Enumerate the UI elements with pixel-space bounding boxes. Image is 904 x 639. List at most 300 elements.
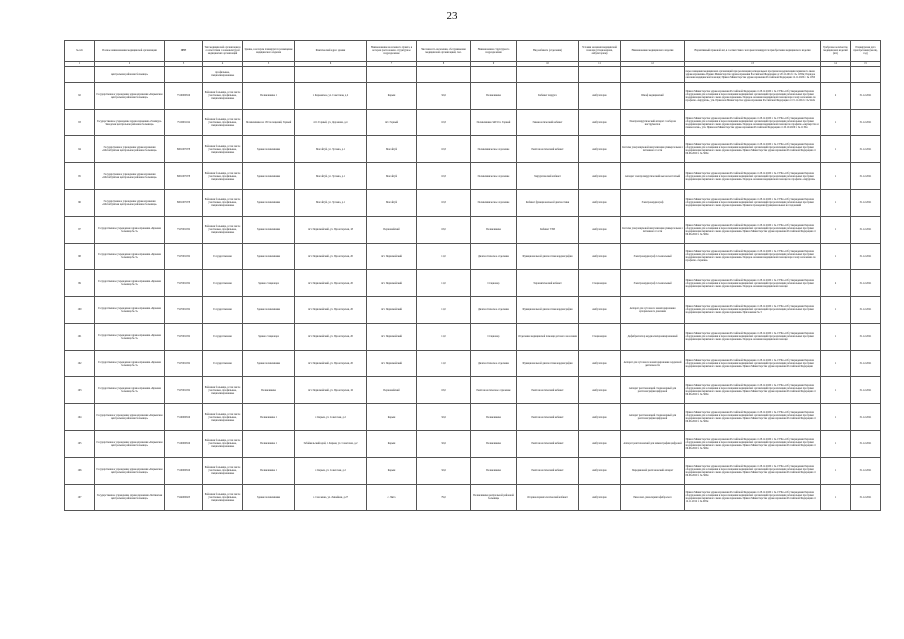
cell-basis: Приказ Министерства здравоохранения Российской Федерации от 28.12.2020 г. № 1379н «Об утверждении Перечня оборудования для оснащения и переоснащения медицинских организаций при реализации региональных программ модернизации первичного звена здравоохранения» Приказ Министерства здравоохранения Российской Федерации от 09.06.2020 г. № 560н [685,457,821,484]
table-row [65,323,881,350]
cell-subdivision: Поликлиника ЗАТО п. Горный [471,109,517,136]
cell-qty: 1 [821,163,851,190]
cell [295,67,367,83]
cell-conditions: Амбулаторно [579,109,621,136]
cell-subdivision: Поликлиника [471,216,517,243]
cell-type: Районная больница, в том числе участковые, профильные, специализированные [203,189,243,216]
cell-device: Аппарат рентгеновский стационарный для рентгенографии цифровой [621,404,685,431]
cell-subdivision: Поликлиническое отделение [471,136,517,163]
cell-building: Здание поликлиники [243,189,295,216]
cell-name: Государственное учреждение здравоохранения «Читинская центральная районная больница» [95,484,165,511]
column-header: Наименование структурного подразделения [471,41,517,62]
cell-device: Аппарат для суточного мониторирования сердечной деятельности [621,350,685,377]
cell-type: Районная больница, в том числе участковые, профильные, специализированные [203,431,243,458]
cell-n: 104 [65,404,95,431]
column-header: Тип медицинской организации в соответствии с номенклатурой медицинских организаций [203,41,243,62]
column-header: Численность населения, обслуживаемая медицинской организацией, тыс. [417,41,471,62]
column-number: 5 [243,61,295,66]
cell-cabinet: Функциональной диагностики кардиография [517,297,579,324]
cell-building: Здание поликлиники [243,484,295,511]
cell-device: Риноскоп, риноларингофиброскоп [621,484,685,511]
cell-basis: Приказ Министерства здравоохранения Российской Федерации от 28.12.2020 г. № 1379н «Об утверждении Перечня оборудования для оснащения и переоснащения медицинских организаций при реализации региональных программ модернизации первичного звена здравоохранения» Приказ Министерства здравоохранения Российской Федерации от 12.11.2012 г. № 905н [685,484,821,511]
cell-locality: пгт. Горный [367,109,417,136]
cell-building: Здание поликлиники [243,297,295,324]
cell-locality: пгт. Первомайский [367,243,417,270]
cell-type: Районная больница, в том числе участковые, профильные, специализированные [203,163,243,190]
cell-type: Районная больница, в том числе участковые, профильные, специализированные [203,216,243,243]
cell-qty: 1 [821,109,851,136]
cell-basis: Приказ Министерства здравоохранения Российской Федерации от 28.12.2020 г. № 1379н «Об утверждении Перечня оборудования для оснащения и переоснащения медицинских организаций при реализации региональных программ модернизации первичного звена здравоохранения» Приказ Министерства здравоохранения Российской Федерации от 09.06.2020 г. № 560н [685,377,821,404]
table-row [65,431,881,458]
cell-name: Государственное учреждение здравоохранения «Краевая больница № 3» [95,216,165,243]
cell-date: 31.12.2021 [851,136,881,163]
cell-cabinet: Оториноларингологический кабинет [517,484,579,511]
cell-n: 95 [65,163,95,190]
column-header: Требуемое количество медицинских изделий (шт.) [821,41,851,62]
cell-date: 31.12.2021 [851,82,881,109]
column-header: Нормативный правовой акт, в соответствии с которым планируется приобретение медицинского изделия [685,41,821,62]
cell-population: 32,6 [417,431,471,458]
cell-building: Поликлиника [243,377,295,404]
cell-date: 31.12.2021 [851,109,881,136]
cell-cabinet: Функциональной диагностики кардиография [517,243,579,270]
cell-type: Государственная [203,323,243,350]
cell-population: 11,0 [417,297,471,324]
cell-population: 18,0 [417,377,471,404]
column-header: Наименование медицинского изделия [621,41,685,62]
cell-date: 31.12.2021 [851,431,881,458]
cell-address: г. Карымское, ул. Советская, д.2 [295,82,367,109]
cell-conditions: Амбулаторно [579,457,621,484]
cell-address: Могойтуй, ул. Зугаева, д.1 [295,163,367,190]
cell-locality: Карым [367,457,417,484]
cell-name: Государственное учреждение здравоохранения «Газимуро-Заводская центральная районная больница» [95,109,165,136]
cell-type: Государственная [203,297,243,324]
cell-device: Аппарат электрохирургический высокочастотный [621,163,685,190]
cell-type: Районная больница, в том числе участковые, профильные, специализированные [203,484,243,511]
cell-device: Электрокардиограф 12-канальный [621,243,685,270]
cell-address: пгт. Первомайский, ул. Пролетарская, 16 [295,377,367,404]
cell-building: Здание поликлиники [243,163,295,190]
table-row-continuation [65,67,881,83]
cell-locality: Первомайский [367,216,417,243]
column-number: 1 [65,61,95,66]
column-number: 4 [203,61,243,66]
column-header: Полное наименование медицинской организации [95,41,165,62]
cell-population: 11,0 [417,270,471,297]
cell-type: профильные, специализированные [203,67,243,83]
cell-basis: Приказ Министерства здравоохранения Российской Федерации от 28.12.2020 г. № 1379н «Об утверждении Перечня оборудования для оснащения и переоснащения медицинских организаций при реализации региональных программ модернизации первичного звена здравоохранения» Порядок оказания медицинской помощи [685,323,821,350]
cell-qty: 1 [821,189,851,216]
cell-locality: с. Чита [367,484,417,511]
cell-date: 31.12.2021 [851,163,881,190]
cell-population: 32,6 [417,82,471,109]
cell-device: Шкаф медицинский [621,82,685,109]
cell-locality: Карым [367,82,417,109]
cell-address: Могойтуй, ул. Зугаева, д.1 [295,189,367,216]
column-header: Вид кабинета (отделения) [517,41,579,62]
cell-locality: пгт. Первомайский [367,350,417,377]
cell-locality: пгт. Первомайский [367,270,417,297]
cell-address: пгт. Первомайский, ул. Пролетарская, 20 [295,350,367,377]
cell-type: Районная больница, в том числе участковые, профильные, специализированные [203,82,243,109]
column-header: Условия оказания медицинской помощи (стационарная, амбулаторная) [579,41,621,62]
cell-device: Электрокардиограф [621,189,685,216]
column-number: 8 [417,61,471,66]
cell-cabinet: Гинекологический кабинет [517,109,579,136]
cell-n: 93 [65,109,95,136]
cell-subdivision: Диагностическое отделение [471,350,517,377]
cell-type: Районная больница, в том числе участковые, профильные, специализированные [203,377,243,404]
cell-cabinet: Отделение медицинской помощи детского населения [517,323,579,350]
cell-conditions: Амбулаторно [579,404,621,431]
cell-inn: 7527001032 [165,377,203,404]
cell-inn: 7527001032 [165,243,203,270]
cell-qty: 1 [821,484,851,511]
cell-inn: 7510000816 [165,431,203,458]
column-number: 2 [95,61,165,66]
column-number: 12 [621,61,685,66]
cell-cabinet: Рентгенологический кабинет [517,404,579,431]
table-row [65,189,881,216]
cell-name: Государственное учреждение здравоохранения «Могойтуйская центральная районная больница» [95,163,165,190]
table-row [65,484,881,511]
cell-locality: пгт. Первомайский [367,297,417,324]
cell-population: 11,0 [417,243,471,270]
cell-qty: 1 [821,323,851,350]
table-row [65,377,881,404]
cell-qty: 1 [821,457,851,484]
cell-basis: Приказ Министерства здравоохранения Российской Федерации от 28.12.2020 г. № 1379н «Об утверждении Перечня оборудования для оснащения и переоснащения медицинских организаций при реализации региональных программ модернизации первичного звена здравоохранения» Приказ Министерства здравоохранения Российской Федерации [685,350,821,377]
cell-population: 11,0 [417,323,471,350]
cell-locality: Первомайский [367,377,417,404]
cell-qty: 1 [821,431,851,458]
cell-address: с. Смоленка, ул. Линейная, д.27 [295,484,367,511]
cell [517,67,579,83]
cell-type: Государственная [203,270,243,297]
cell-date: 31.12.2021 [851,270,881,297]
cell-basis: Приказ Министерства здравоохранения Российской Федерации от 28.12.2020 г. № 1379н «Об утверждении Перечня оборудования для оснащения и переоснащения медицинских организаций при реализации региональных программ модернизации первичного звена здравоохранения» Правила проведения функциональных исследований [685,189,821,216]
cell-qty: 1 [821,377,851,404]
cell-basis: Приказ Министерства здравоохранения Российской Федерации от 28.12.2020 г. № 1379н «Об утверждении Перечня оборудования для оснащения и переоснащения медицинских организаций при реализации региональных программ модернизации первичного звена здравоохранения» Порядок оказания медицинской помощи взрослому населению по профилю «хирургия», утв. Приказом Министерства здравоохранения Российской Федерации от 15.11.2012 г. № 922н [685,82,821,109]
cell-name: Государственное учреждение здравоохранения «Карымская центральная районная больница» [95,457,165,484]
cell-name: Государственное учреждение здравоохранения «Краевая больница № 3» [95,270,165,297]
cell-cabinet: Рентгенологический кабинет [517,457,579,484]
cell-inn: 7527001032 [165,350,203,377]
cell-name: Государственное учреждение здравоохранения «Карымская центральная районная больница» [95,404,165,431]
cell [621,67,685,83]
cell-n: 101 [65,323,95,350]
cell-building: Поликлиника 1 [243,457,295,484]
table-row [65,243,881,270]
cell-n: 107 [65,484,95,511]
column-header: Здание, в котором планируется размещение медицинского изделия [243,41,295,62]
cell-basis: Приказ Министерства здравоохранения Российской Федерации от 28.12.2020 г. № 1379н «Об утверждении Перечня оборудования для оснащения и переоснащения медицинских организаций при реализации региональных программ модернизации первичного звена здравоохранения» Приложение № 3 [685,297,821,324]
cell-device: Аппарат для суточного мониторирования артериального давления [621,297,685,324]
cell-n: 103 [65,377,95,404]
cell-address: г. Карым, ул. Советская, д.2 [295,457,367,484]
cell-inn: 7527001032 [165,270,203,297]
cell-inn: 7527001032 [165,216,203,243]
cell-device: Система ультразвуковой визуализации универсальная с питанием от сети [621,216,685,243]
cell-device: Система ультразвуковой визуализации универсальная с питанием от сети [621,136,685,163]
cell-n: 94 [65,136,95,163]
cell-population: 11,0 [417,350,471,377]
cell-name: центральная районная больница» [95,67,165,83]
cell-device: Передвижной рентгеновский аппарат [621,457,685,484]
cell-qty: 1 [821,350,851,377]
cell-cabinet: Кабинет хирурга [517,82,579,109]
cell-inn: 7527001032 [165,323,203,350]
cell-inn: 7524000923 [165,484,203,511]
table-row [65,163,881,190]
cell-basis: Приказ Министерства здравоохранения Российской Федерации от 28.12.2020 г. № 1379н «Об утверждении Перечня оборудования для оснащения и переоснащения медицинских организаций при реализации региональных программ модернизации первичного звена здравоохранения» Приказ Министерства здравоохранения Российской Федерации от 09.06.2020 г. № 560н [685,404,821,431]
cell-subdivision: Поликлиника [471,82,517,109]
cell-building: Поликлиника 1 [243,82,295,109]
cell-conditions: Амбулаторно [579,350,621,377]
cell-basis: Приказ Министерства здравоохранения Российской Федерации от 28.12.2020 г. № 1379н «Об утверждении Перечня оборудования для оснащения и переоснащения медицинских организаций при реализации региональных программ модернизации первичного звена здравоохранения» Приказ Министерства здравоохранения Российской Федерации от 09.06.2020 г. № 560н [685,136,821,163]
cell-address: Забайкальский край, г. Карым, ул. Советская, д.2 [295,431,367,458]
cell [165,67,203,83]
cell-subdivision: Рентгенологическое отделение [471,377,517,404]
cell-n: 105 [65,431,95,458]
cell-date: 31.12.2021 [851,404,881,431]
table-row [65,270,881,297]
cell-n: 97 [65,216,95,243]
column-header: ИНН [165,41,203,62]
cell-subdivision: Стационар [471,323,517,350]
cell-name: Государственное учреждение здравоохранения «Карымская центральная районная больница» [95,431,165,458]
column-header: Наименование населенного пункта, в котором расположено структурное подразделение [367,41,417,62]
cell-basis: Приказ Министерства здравоохранения Российской Федерации от 28.12.2020 г. № 1379н «Об утверждении Перечня оборудования для оснащения и переоснащения медицинских организаций при реализации региональных программ модернизации первичного звена здравоохранения» Порядок оказания медицинской помощи по профилю «акушерство и гинекология», утв. Приказом Министерства здравоохранения Российской Федерации от 20.10.2020 г. № 1130н [685,109,821,136]
cell-population: 32,6 [417,457,471,484]
cell-locality: Могойтуй [367,189,417,216]
column-number: 10 [517,61,579,66]
cell-conditions: Амбулаторно [579,431,621,458]
cell-basis: Приказ Министерства здравоохранения Российской Федерации от 28.12.2020 г. № 1379н «Об утверждении Перечня оборудования для оснащения и переоснащения медицинских организаций при реализации региональных программ модернизации первичного звена здравоохранения» Порядок оказания медицинской помощи взрослому населению по профилю «терапия» [685,243,821,270]
cell-subdivision: Поликлиническое отделение [471,163,517,190]
cell [471,67,517,83]
cell-cabinet: Рентгенологический кабинет [517,377,579,404]
table-row [65,136,881,163]
column-number: 13 [685,61,821,66]
cell-name: Государственное учреждение здравоохранения «Краевая больница № 3» [95,243,165,270]
cell-conditions: Амбулаторно [579,484,621,511]
cell-population: 10,8 [417,109,471,136]
cell-name: Государственное учреждение здравоохранения «Могойтуйская центральная районная больница» [95,189,165,216]
cell-population: 79,0 [417,484,471,511]
cell-conditions: Амбулаторно [579,297,621,324]
column-header: Фактический адрес здания [295,41,367,62]
cell-device: Аппарат рентгеновский для маммографии цифровой [621,431,685,458]
cell-conditions: Амбулаторно [579,163,621,190]
cell-date: 31.12.2021 [851,457,881,484]
cell-n: 98 [65,243,95,270]
cell-n: 106 [65,457,95,484]
cell-date: 31.12.2021 [851,243,881,270]
table-header-row [65,41,881,62]
cell-cabinet: Рентгенологический кабинет [517,431,579,458]
cell-locality: пгт. Первомайский [367,323,417,350]
table-row [65,297,881,324]
cell-locality: Могойтуй [367,163,417,190]
cell-building: Здание поликлиники [243,216,295,243]
cell-type: Районная больница, в том числе участковые, профильные, специализированные [203,404,243,431]
cell-subdivision: Поликлиника центральной районной больницы [471,484,517,511]
cell-cabinet: Функциональной диагностики кардиография [517,350,579,377]
cell-date: 31.12.2021 [851,350,881,377]
cell-building: Поликлиника на 150 посещений, Горный [243,109,295,136]
cell-qty: 1 [821,243,851,270]
cell-conditions: Амбулаторно [579,136,621,163]
cell-subdivision: Поликлиническое отделение [471,189,517,216]
cell-address: Могойтуй, ул. Зугаева, д.1 [295,136,367,163]
cell-locality: Могойтуй [367,136,417,163]
cell-name: Государственное учреждение здравоохранения «Краевая больница № 3» [95,377,165,404]
cell-date: 31.12.2021 [851,297,881,324]
cell-address: пгт. Первомайский, ул. Пролетарская, 20 [295,323,367,350]
cell-cabinet: Хирургический кабинет [517,163,579,190]
column-number: 15 [851,61,881,66]
cell-inn: 8001007078 [165,163,203,190]
table-row [65,350,881,377]
cell-qty: 1 [821,297,851,324]
cell-population: 10,8 [417,189,471,216]
cell-population: 32,6 [417,404,471,431]
cell-population: 10,8 [417,163,471,190]
cell-date: 31.12.2021 [851,484,881,511]
cell-conditions: Амбулаторно [579,243,621,270]
cell-type: Государственная [203,243,243,270]
cell-date: 31.12.2021 [851,189,881,216]
cell-qty: 1 [821,404,851,431]
cell-address: пгт. Первомайский, ул. Пролетарская, 20 [295,243,367,270]
cell-building: Здание поликлиники [243,243,295,270]
cell-address: пгт. Первомайский, ул. Пролетарская, 20 [295,297,367,324]
page-number: 23 [446,10,458,22]
cell-building: Здание поликлиники [243,136,295,163]
cell-building: Здание стационара [243,323,295,350]
column-number: 14 [821,61,851,66]
cell-address: г. Карым, ул. Советская, д.2 [295,404,367,431]
table-row [65,82,881,109]
cell-building: Поликлиника 1 [243,431,295,458]
cell-subdivision: Стационар [471,270,517,297]
cell [417,67,471,83]
cell-n: 100 [65,297,95,324]
cell-locality: Карым [367,404,417,431]
cell-date: 31.12.2021 [851,323,881,350]
cell-type: Районная больница, в том числе участковые, профильные, специализированные [203,136,243,163]
cell [367,67,417,83]
cell-conditions: Амбулаторно [579,189,621,216]
cell-device: Электрокардиограф 12-канальный [621,270,685,297]
cell-inn: 8001007078 [165,189,203,216]
cell-n: 96 [65,189,95,216]
column-header: Планируемая дата приобретения (месяц, год) [851,41,881,62]
cell-n: 99 [65,270,95,297]
cell-qty: 2 [821,82,851,109]
cell-name: Государственное учреждение здравоохранения «Краевая больница № 3» [95,323,165,350]
cell-address: пгт. Первомайский, ул. Пролетарская, 18 [295,216,367,243]
cell-subdivision: Поликлиника [471,404,517,431]
cell-conditions: Амбулаторно [579,82,621,109]
cell-type: Районная больница, в том числе участковые, профильные, специализированные [203,109,243,136]
cell-date: 31.12.2021 [851,216,881,243]
cell-qty: 1 [821,216,851,243]
cell-date: 31.12.2021 [851,377,881,404]
cell-address: пгт. Первомайский, ул. Пролетарская, 20 [295,270,367,297]
cell-basis: переоснащения медицинских организаций при реализации региональных программ модернизации первичного звена здравоохранения» Приказ Министерства здравоохранения Российской Федерации от 20.12.2012 г. № 1183н; Порядок оказания медицинской помощи; Приказ Министерства здравоохранения Российской Федерации 12.11.2020 г. № 1050 [685,67,821,83]
cell [243,67,295,83]
cell-building: Здание стационара [243,270,295,297]
cell [579,67,621,83]
table-row [65,404,881,431]
cell-name: Государственное учреждение здравоохранения «Могойтуйская центральная районная больница» [95,136,165,163]
cell-building: Здание поликлиники [243,350,295,377]
cell-name: Государственное учреждение здравоохранения «Краевая больница № 3» [95,297,165,324]
cell-subdivision: Диагностическое отделение [471,243,517,270]
cell-inn: 7510001164 [165,109,203,136]
cell-device: Аппарат рентгеновский стационарный для рентгенографии цифровой [621,377,685,404]
cell-basis: Приказ Министерства здравоохранения Российской Федерации от 28.12.2020 г. № 1379н «Об утверждении Перечня оборудования для оснащения и переоснащения медицинских организаций при реализации региональных программ модернизации первичного звена здравоохранения» Порядок оказания медицинской помощи [685,270,821,297]
column-header: № п/п [65,41,95,62]
cell [821,67,851,83]
column-number: 11 [579,61,621,66]
cell-address: пгт. Горный, ул. Дорожная, д.4 [295,109,367,136]
cell-cabinet: Терапевтический кабинет [517,270,579,297]
cell-qty: 2 [821,270,851,297]
cell-inn: 7510000816 [165,457,203,484]
cell-population: 10,8 [417,136,471,163]
column-number: 6 [295,61,367,66]
column-number: 9 [471,61,517,66]
cell-n: 102 [65,350,95,377]
cell-name: Государственное учреждение здравоохранения «Краевая больница № 3» [95,350,165,377]
cell-cabinet: Рентгенологический кабинет [517,136,579,163]
cell-basis: Приказ Министерства здравоохранения Российской Федерации от 28.12.2020 г. № 1379н «Об утверждении Перечня оборудования для оснащения и переоснащения медицинских организаций при реализации региональных программ модернизации первичного звена здравоохранения» Приказ Министерства здравоохранения Российской Федерации от 09.06.2020 г. № 560н [685,431,821,458]
column-number: 3 [165,61,203,66]
cell-name: Государственное учреждение здравоохранения «Карымская центральная районная больница» [95,82,165,109]
cell-building: Поликлиника 1 [243,404,295,431]
cell-subdivision: Поликлиника [471,457,517,484]
cell-type: Районная больница, в том числе участковые, профильные, специализированные [203,457,243,484]
cell-subdivision: Диагностическое отделение [471,297,517,324]
cell [65,67,95,83]
cell-conditions: Амбулаторно [579,216,621,243]
cell-inn: 7510000816 [165,82,203,109]
table-row [65,457,881,484]
table-row [65,109,881,136]
cell-subdivision: Поликлиника [471,431,517,458]
cell-type: Государственная [203,350,243,377]
cell-basis: Приказ Министерства здравоохранения Российской Федерации от 28.12.2020 г. № 1379н «Об утверждении Перечня оборудования для оснащения и переоснащения медицинских организаций при реализации региональных программ модернизации первичного звена здравоохранения» Порядок оказания медицинской помощи по профилю «хирургия» [685,163,821,190]
cell [851,67,881,83]
cell-device: Электрохирургический аппарат с набором инструментов [621,109,685,136]
cell-locality: Карым [367,431,417,458]
cell-inn: 8001007078 [165,136,203,163]
cell-cabinet: Кабинет УЗИ [517,216,579,243]
equipment-table [64,40,881,511]
cell-basis: Приказ Министерства здравоохранения Российской Федерации от 28.12.2020 г. № 1379н «Об утверждении Перечня оборудования для оснащения и переоснащения медицинских организаций при реализации региональных программ модернизации первичного звена здравоохранения» Приказ Министерства здравоохранения Российской Федерации от 09.06.2020 г. № 560н [685,216,821,243]
cell-conditions: Стационарно [579,270,621,297]
cell-population: 18,0 [417,216,471,243]
cell-n: 92 [65,82,95,109]
cell-conditions: Стационарно [579,323,621,350]
cell-inn: 7510000816 [165,404,203,431]
cell-conditions: Амбулаторно [579,377,621,404]
cell-cabinet: Кабинет функциональной диагностики [517,189,579,216]
